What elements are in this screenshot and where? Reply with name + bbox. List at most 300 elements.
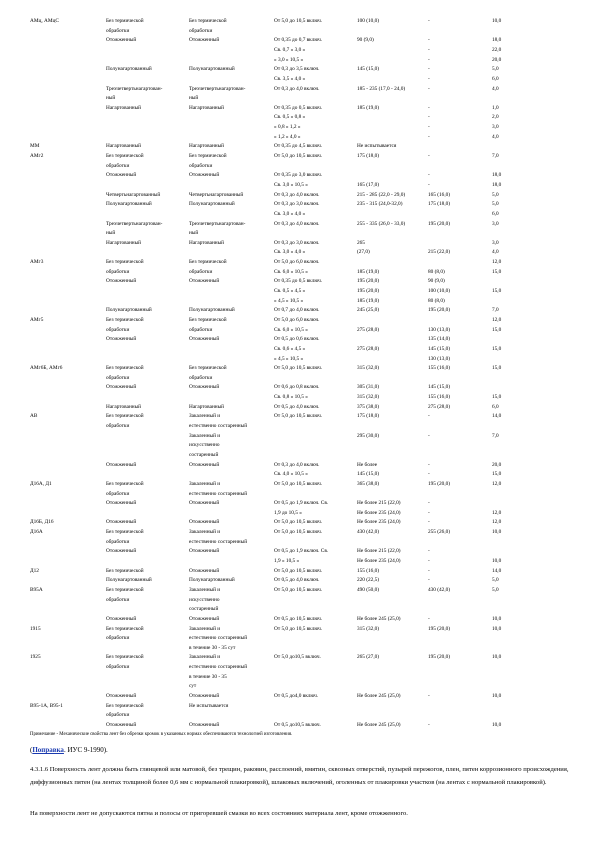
yield-strength-cell: - (428, 548, 430, 555)
yield-strength-cell: - (428, 114, 430, 121)
alloy-cell: Д12 (30, 567, 39, 574)
tensile-strength-cell: Не более (357, 461, 378, 468)
yield-strength-cell: - (428, 37, 430, 44)
test-state-cell: естественно состаренный (189, 490, 248, 497)
supplied-state-cell: Полунагартованный (106, 577, 152, 584)
elongation-cell: 7,0 (492, 432, 499, 439)
thickness-cell: Св. 3,5 » 4,0 » (274, 75, 306, 82)
elongation-cell: 6,0 (492, 75, 499, 82)
tensile-strength-cell: (27,0) (357, 249, 370, 256)
yield-strength-cell: 195 (20,0) (428, 480, 451, 487)
test-state-cell: ный (189, 95, 199, 102)
thickness-cell: От 0,5 до 0,6 включ. (274, 336, 320, 343)
test-state-cell: состаренный (189, 451, 219, 458)
thickness-cell: От 0,35 до 3,0 включ. (274, 172, 323, 179)
test-state-cell: Отожженный (189, 693, 220, 700)
test-state-cell: обработки (189, 326, 213, 333)
thickness-cell: От 0,3 до 4,0 включ. (274, 461, 320, 468)
elongation-cell: 2,0 (492, 114, 499, 121)
yield-strength-cell: 155 (16,0) (428, 394, 451, 401)
yield-strength-cell: 430 (42,0) (428, 586, 451, 593)
supplied-state-cell: Трехчетвертьнагартован- (106, 85, 163, 92)
test-state-cell: Без термической (189, 365, 227, 372)
test-state-cell: Без термической (189, 316, 227, 323)
tensile-strength-cell: Не более 245 (25,0) (357, 615, 401, 622)
test-state-cell: Нагартованный (189, 403, 225, 410)
test-state-cell: Отожженный (189, 519, 220, 526)
tensile-strength-cell: Не более 235 (24,0) (357, 519, 401, 526)
test-state-cell: Нагартованный (189, 239, 225, 246)
thickness-cell: Св. 0,5 » 4,5 » (274, 288, 306, 295)
thickness-cell: От 0,35 до 0,7 включ. (274, 37, 323, 44)
yield-strength-cell: 135 (14,0) (428, 336, 451, 343)
yield-strength-cell: - (428, 104, 430, 111)
yield-strength-cell: 145 (15,0) (428, 384, 451, 391)
yield-strength-cell: 90 (9,0) (428, 278, 445, 285)
supplied-state-cell: Без термической (106, 654, 144, 661)
test-state-cell: Закаленный и (189, 625, 221, 632)
test-state-cell: искусственно (189, 596, 220, 603)
yield-strength-cell: 130 (13,0) (428, 326, 451, 333)
supplied-state-cell: Без термической (106, 153, 144, 159)
alloy-cell: АМг5 (30, 316, 44, 323)
tensile-strength-cell: Не более 245 (25,0) (357, 693, 401, 700)
thickness-cell: От 0,35 до 4,5 включ. (274, 143, 323, 150)
thickness-cell: От 0,5 до 4,0 включ. (274, 577, 320, 584)
thickness-cell: Св. 6,0 » 10,5 » (274, 268, 308, 275)
test-state-cell: Закаленный и (189, 413, 221, 420)
yield-strength-cell: 175 (18,0) (428, 201, 451, 208)
supplied-state-cell: Нагартованный (106, 104, 142, 111)
supplied-state-cell: Полунагартованный (106, 201, 152, 208)
alloy-cell: АМц, АМцС (30, 18, 59, 24)
thickness-cell: От 5,0 до 10,5 включ. (274, 153, 323, 159)
tensile-strength-cell: 90 (9,0) (357, 37, 374, 44)
table-note: Примечание - Механические свойства лент без обрезки кромок в указанных нормах обеспечиваются технологией изготовления. (30, 732, 293, 737)
tensile-strength-cell: 165 (17,0) (357, 181, 380, 188)
thickness-cell: От 0,3 до 3,5 включ. (274, 66, 320, 73)
yield-strength-cell: 130 (13,0) (428, 355, 451, 362)
elongation-cell: 15,0 (492, 471, 502, 478)
supplied-state-cell: ный (106, 230, 116, 237)
supplied-state-cell: Без термической (106, 702, 144, 709)
supplied-state-cell: обработки (106, 27, 130, 34)
yield-strength-cell: 215 (22,0) (428, 249, 451, 256)
alloy-cell: 1915 (30, 625, 41, 632)
elongation-cell: 5,0 (492, 191, 499, 198)
test-state-cell: Отожженный (189, 172, 220, 179)
yield-strength-cell: - (428, 46, 430, 53)
supplied-state-cell: Отожженный (106, 519, 137, 526)
yield-strength-cell: - (428, 432, 430, 439)
thickness-cell: От 0,3 до 4,0 включ. (274, 191, 320, 198)
thickness-cell: От 0,5 до 1,9 включ. Св. (274, 500, 329, 507)
tensile-strength-cell: 265 (27,0) (357, 654, 380, 661)
alloy-cell: АМг3 (30, 259, 44, 266)
yield-strength-cell: 100 (10,0) (428, 288, 451, 295)
yield-strength-cell: - (428, 471, 430, 478)
test-state-cell: Четвертьнагартованный (189, 191, 244, 198)
supplied-state-cell: Отожженный (106, 461, 137, 468)
elongation-cell: 15,0 (492, 365, 502, 372)
elongation-cell: 6,0 (492, 210, 499, 217)
test-state-cell: естественно состаренный (189, 635, 248, 642)
test-state-cell: сут (189, 683, 197, 690)
test-state-cell: Без термической (189, 153, 227, 159)
tensile-strength-cell: Не более 215 (22,0) (357, 548, 401, 555)
test-state-cell: Полунагартованный (189, 577, 235, 584)
supplied-state-cell: обработки (106, 538, 130, 545)
yield-strength-cell: - (428, 153, 430, 159)
yield-strength-cell: - (428, 722, 430, 728)
tensile-strength-cell: 315 (32,0) (357, 394, 380, 401)
yield-strength-cell: - (428, 567, 430, 574)
yield-strength-cell: - (428, 124, 430, 131)
tensile-strength-cell: 315 (32,0) (357, 625, 380, 632)
alloy-cell: В95-1А, В95-1 (30, 702, 63, 709)
yield-strength-cell: - (428, 172, 430, 179)
supplied-state-cell: Без термической (106, 316, 144, 323)
elongation-cell: 7,0 (492, 307, 499, 314)
thickness-cell: От 5,0 до 10,5 включ. (274, 18, 323, 24)
elongation-cell: 5,0 (492, 577, 499, 584)
thickness-cell: От 0,6 до 0,8 включ. (274, 384, 320, 391)
test-state-cell: обработки (189, 27, 213, 34)
elongation-cell: 10,0 (492, 615, 502, 622)
test-state-cell: Отожженный (189, 384, 220, 391)
supplied-state-cell: Полунагартованный (106, 66, 152, 73)
thickness-cell: » 3,0 » 10,5 » (274, 56, 304, 63)
elongation-cell: 10,0 (492, 654, 502, 661)
tensile-strength-cell: 305 (31,0) (357, 384, 380, 391)
elongation-cell: 10,0 (492, 722, 502, 728)
yield-strength-cell: - (428, 519, 430, 526)
thickness-cell: » 4,5 » 10,5 » (274, 355, 304, 362)
supplied-state-cell: Без термической (106, 567, 144, 574)
test-state-cell: Нагартованный (189, 104, 225, 111)
test-state-cell: Отожженный (189, 722, 220, 728)
thickness-cell: От 5,0 до 10,5 включ. (274, 519, 323, 526)
thickness-cell: » 1,2 » 4,0 » (274, 133, 301, 140)
test-state-cell: естественно состаренный (189, 423, 248, 430)
tensile-strength-cell: 185 (19,0) (357, 104, 380, 111)
alloy-cell: ММ (30, 143, 40, 150)
tensile-strength-cell: 315 (32,0) (357, 365, 380, 372)
test-state-cell: Закаленный и (189, 480, 221, 487)
yield-strength-cell: 80 (8,0) (428, 297, 445, 304)
supplied-state-cell: Отожженный (106, 37, 137, 44)
tensile-strength-cell: 145 (15,0) (357, 471, 380, 478)
alloy-cell: 1925 (30, 654, 41, 661)
test-state-cell: обработки (189, 374, 213, 381)
test-state-cell: естественно состаренный (189, 664, 248, 671)
paragraph-lubricant-stains: На поверхности лент не допускаются пятна и полосы от пригоревшей смазки во всех состояниях материала лент, кроме отожженного. (30, 810, 408, 817)
elongation-cell: 7,0 (492, 153, 499, 159)
thickness-cell: От 5,0 до 10,5 включ. (274, 625, 323, 632)
elongation-cell: 22,0 (492, 46, 502, 53)
supplied-state-cell: Без термической (106, 259, 144, 266)
yield-strength-cell: 80 (8,0) (428, 268, 445, 275)
elongation-cell: 3,0 (492, 239, 499, 246)
thickness-cell: От 0,3 до 4,0 включ. (274, 220, 320, 227)
tensile-strength-cell: 195 (20,0) (357, 278, 380, 285)
thickness-cell: Св. 0,7 » 3,0 » (274, 46, 306, 53)
elongation-cell: 14,0 (492, 413, 502, 420)
tensile-strength-cell: 220 (22,5) (357, 577, 380, 584)
paragraph-surface-requirements: 4.3.1.6 Поверхность лент должна быть глянцевой или матовой, без трещин, раковин, расслоений, вмятин, сквозных отверстий, пузырей пережогов, плен, пятен коррозионного происхождения, диффузионных пятен (на лентах толщиной более 0,6 мм с нормальной плакировкой), шлаковых включений, оголенных от плакировки участков (на лентах с нормальной плакировкой). (30, 766, 569, 786)
elongation-cell: 12,0 (492, 519, 502, 526)
supplied-state-cell: Полунагартованный (106, 307, 152, 314)
thickness-cell: От 0,35 до 0,5 включ. (274, 104, 323, 111)
supplied-state-cell: Без термической (106, 625, 144, 632)
yield-strength-cell: 195 (20,0) (428, 307, 451, 314)
alloy-cell: АВ (30, 413, 38, 420)
supplied-state-cell: Отожженный (106, 384, 137, 391)
elongation-cell: 4,0 (492, 85, 499, 92)
yield-strength-cell: - (428, 133, 430, 140)
supplied-state-cell: обработки (106, 326, 130, 333)
thickness-cell: От 0,3 до 4,0 включ. (274, 85, 320, 92)
elongation-cell: 10,0 (492, 625, 502, 632)
elongation-cell: 10,0 (492, 693, 502, 700)
tensile-strength-cell: 365 (38,0) (357, 480, 380, 487)
amendment-link[interactable]: Поправка (32, 746, 64, 754)
tensile-strength-cell: 490 (50,0) (357, 586, 380, 593)
yield-strength-cell: - (428, 56, 430, 63)
yield-strength-cell: - (428, 500, 430, 507)
elongation-cell: 4,0 (492, 133, 499, 140)
elongation-cell: 14,0 (492, 567, 502, 574)
thickness-cell: От 5,0 до 10,5 включ. (274, 586, 323, 593)
test-state-cell: искусственно (189, 442, 220, 449)
yield-strength-cell: - (428, 413, 430, 420)
tensile-strength-cell: 235 - 315 (24,0-32,0) (357, 201, 403, 208)
supplied-state-cell: Без термической (106, 365, 144, 372)
thickness-cell: От 0,7 до 4,0 включ. (274, 307, 320, 314)
alloy-cell: АМг2 (30, 153, 44, 159)
elongation-cell: 5,0 (492, 201, 499, 208)
supplied-state-cell: обработки (106, 490, 130, 497)
test-state-cell: Не испытывается (189, 702, 229, 709)
supplied-state-cell: Трехчетвертьнагартован- (106, 220, 163, 227)
supplied-state-cell: обработки (106, 374, 130, 381)
amendment-reference: (Поправка. ИУС 9-1990). (30, 746, 108, 754)
thickness-cell: От 5,0 до 10,5 включ. (274, 529, 323, 536)
yield-strength-cell: 195 (20,0) (428, 654, 451, 661)
amendment-text: . ИУС 9-1990). (63, 746, 108, 754)
tensile-strength-cell: 175 (18,0) (357, 413, 380, 420)
thickness-cell: От 5,0 до 10,5 включ. (274, 365, 323, 372)
supplied-state-cell: Отожженный (106, 693, 137, 700)
tensile-strength-cell: 195 (20,0) (357, 288, 380, 295)
test-state-cell: обработки (189, 162, 213, 169)
thickness-cell: 1,9 » 10,5 » (274, 558, 300, 565)
tensile-strength-cell: 175 (18,0) (357, 153, 380, 159)
yield-strength-cell: - (428, 461, 430, 468)
elongation-cell: 4,0 (492, 249, 499, 256)
thickness-cell: От 0,5 до10,5 включ. (274, 722, 321, 728)
supplied-state-cell: Нагартованный (106, 239, 142, 246)
yield-strength-cell: 275 (28,0) (428, 403, 451, 410)
yield-strength-cell: 145 (15,0) (428, 345, 451, 352)
tensile-strength-cell: 215 - 285 (22,0 - 29,0) (357, 191, 406, 198)
test-state-cell: Без термической (189, 259, 227, 266)
test-state-cell: в течение 30 - 35 сут (189, 644, 236, 651)
thickness-cell: От 0,5 до 4,0 включ. (274, 403, 320, 410)
test-state-cell: в течение 30 - 35 (189, 673, 227, 680)
elongation-cell: 12,0 (492, 259, 502, 266)
tensile-strength-cell: Не более 245 (25,0) (357, 722, 401, 728)
alloy-cell: Д16Б, Д16 (30, 519, 54, 526)
elongation-cell: 18,0 (492, 37, 502, 44)
tensile-strength-cell: 265 (357, 239, 365, 246)
elongation-cell: 12,0 (492, 480, 502, 487)
supplied-state-cell: Нагартованный (106, 143, 142, 150)
thickness-cell: От 0,5 до 10,5 включ. (274, 615, 323, 622)
tensile-strength-cell: 255 - 335 (26,0 - 33,0) (357, 220, 406, 227)
elongation-cell: 20,0 (492, 56, 502, 63)
elongation-cell: 12,0 (492, 316, 502, 323)
test-state-cell: Полунагартованный (189, 307, 235, 314)
tensile-strength-cell: 430 (42,0) (357, 529, 380, 536)
elongation-cell: 20,0 (492, 461, 502, 468)
yield-strength-cell: - (428, 693, 430, 700)
tensile-strength-cell: Не более 215 (22,0) (357, 500, 401, 507)
thickness-cell: Св. 6,0 » 10,5 » (274, 326, 308, 333)
elongation-cell: 15,0 (492, 394, 502, 401)
thickness-cell: Св. 0,6 » 4,5 » (274, 345, 306, 352)
test-state-cell: Отожженный (189, 37, 220, 44)
thickness-cell: Св. 3,0 » 4,0 » (274, 249, 306, 256)
supplied-state-cell: Отожженный (106, 172, 137, 179)
elongation-cell: 12,0 (492, 509, 502, 516)
alloy-cell: В95А (30, 586, 43, 593)
test-state-cell: Закаленный и (189, 654, 221, 661)
supplied-state-cell: обработки (106, 596, 130, 603)
test-state-cell: ный (189, 230, 199, 237)
thickness-cell: 1,9 до 10,5 » (274, 509, 302, 516)
supplied-state-cell: обработки (106, 423, 130, 430)
test-state-cell: Отожженный (189, 500, 220, 507)
test-state-cell: Отожженный (189, 461, 220, 468)
tensile-strength-cell: 185 - 235 (17,0 - 24,0) (357, 85, 406, 92)
yield-strength-cell: - (428, 85, 430, 92)
elongation-cell: 10,0 (492, 18, 502, 24)
test-state-cell: Полунагартованный (189, 201, 235, 208)
alloy-cell: Д16А (30, 529, 43, 536)
tensile-strength-cell: 275 (28,0) (357, 345, 380, 352)
supplied-state-cell: обработки (106, 635, 130, 642)
test-state-cell: Отожженный (189, 336, 220, 343)
thickness-cell: » 4,5 » 10,5 » (274, 297, 304, 304)
tensile-strength-cell: 145 (15,0) (357, 66, 380, 73)
yield-strength-cell: - (428, 577, 430, 584)
yield-strength-cell: - (428, 181, 430, 188)
thickness-cell: Св. 0,5 » 0,8 » (274, 114, 306, 121)
thickness-cell: Св. 3,0 » 4,0 » (274, 210, 306, 217)
thickness-cell: От 5,0 до 6,0 включ. (274, 316, 320, 323)
supplied-state-cell: обработки (106, 664, 130, 671)
supplied-state-cell: Без термической (106, 586, 144, 593)
supplied-state-cell: Отожженный (106, 336, 137, 343)
yield-strength-cell: - (428, 18, 430, 24)
thickness-cell: От 0,5 до4,0 включ. (274, 693, 319, 700)
test-state-cell: Закаленный и (189, 432, 221, 439)
test-state-cell: Отожженный (189, 548, 220, 555)
thickness-cell: От 5,0 до 10,5 включ. (274, 480, 323, 487)
thickness-cell: От 0,3 до 3,0 включ. (274, 239, 320, 246)
test-state-cell: состаренный (189, 606, 219, 613)
elongation-cell: 10,0 (492, 529, 502, 536)
supplied-state-cell: обработки (106, 162, 130, 169)
yield-strength-cell: 155 (16,0) (428, 365, 451, 372)
supplied-state-cell: обработки (106, 712, 130, 719)
yield-strength-cell: 195 (20,0) (428, 220, 451, 227)
test-state-cell: Без термической (189, 18, 227, 24)
supplied-state-cell: Отожженный (106, 615, 137, 622)
supplied-state-cell: Отожженный (106, 722, 137, 728)
test-state-cell: Полунагартованный (189, 66, 235, 73)
elongation-cell: 6,0 (492, 403, 499, 410)
thickness-cell: Св. 3,0 » 10,5 » (274, 181, 308, 188)
thickness-cell: Св. 4,0 » 10,5 » (274, 471, 308, 478)
supplied-state-cell: Отожженный (106, 548, 137, 555)
tensile-strength-cell: Не испытывается (357, 143, 397, 150)
yield-strength-cell: - (428, 509, 430, 516)
supplied-state-cell: ный (106, 95, 116, 102)
test-state-cell: Трехчетвертьнагартован- (189, 220, 246, 227)
elongation-cell: 5,0 (492, 66, 499, 73)
elongation-cell: 1,0 (492, 104, 499, 111)
test-state-cell: Трехчетвертьнагартован- (189, 85, 246, 92)
supplied-state-cell: Отожженный (106, 278, 137, 285)
elongation-cell: 10,0 (492, 558, 502, 565)
thickness-cell: От 5,0 до 10,5 включ. (274, 413, 323, 420)
tensile-strength-cell: Не более 235 (24,0) (357, 509, 401, 516)
alloy-cell: Д16А, Д1 (30, 480, 52, 487)
test-state-cell: Закаленный и (189, 586, 221, 593)
tensile-strength-cell: 100 (10,0) (357, 18, 380, 24)
thickness-cell: От 5,0 до 6,0 включ. (274, 259, 320, 266)
test-state-cell: Отожженный (189, 615, 220, 622)
test-state-cell: Отожженный (189, 278, 220, 285)
test-state-cell: Закаленный и (189, 529, 221, 536)
elongation-cell: 18,0 (492, 181, 502, 188)
tensile-strength-cell: 375 (38,0) (357, 403, 380, 410)
supplied-state-cell: Нагартованный (106, 403, 142, 410)
thickness-cell: От 0,3 до 3,0 включ. (274, 201, 320, 208)
thickness-cell: От 0,35 до 0,5 включ. (274, 278, 323, 285)
elongation-cell: 15,0 (492, 326, 502, 333)
yield-strength-cell: - (428, 75, 430, 82)
tensile-strength-cell: 185 (19,0) (357, 268, 380, 275)
thickness-cell: Св. 0,8 » 10,5 » (274, 394, 308, 401)
tensile-strength-cell: 155 (16,0) (357, 567, 380, 574)
test-state-cell: обработки (189, 268, 213, 275)
tensile-strength-cell: Не более 235 (24,0) (357, 558, 401, 565)
thickness-cell: » 0,8 » 1,2 » (274, 124, 301, 131)
elongation-cell: 15,0 (492, 268, 502, 275)
thickness-cell: От 5,0 до 10,5 включ. (274, 567, 323, 574)
supplied-state-cell: Четвертьнагартованный (106, 191, 161, 198)
alloy-cell: АМг6Б, АМг6 (30, 365, 63, 372)
elongation-cell: 5,0 (492, 586, 499, 593)
thickness-cell: От 5,0 до10,5 включ. (274, 654, 321, 661)
test-state-cell: естественно состаренный (189, 538, 248, 545)
supplied-state-cell: Без термической (106, 529, 144, 536)
test-state-cell: Нагартованный (189, 143, 225, 150)
supplied-state-cell: Без термической (106, 480, 144, 487)
